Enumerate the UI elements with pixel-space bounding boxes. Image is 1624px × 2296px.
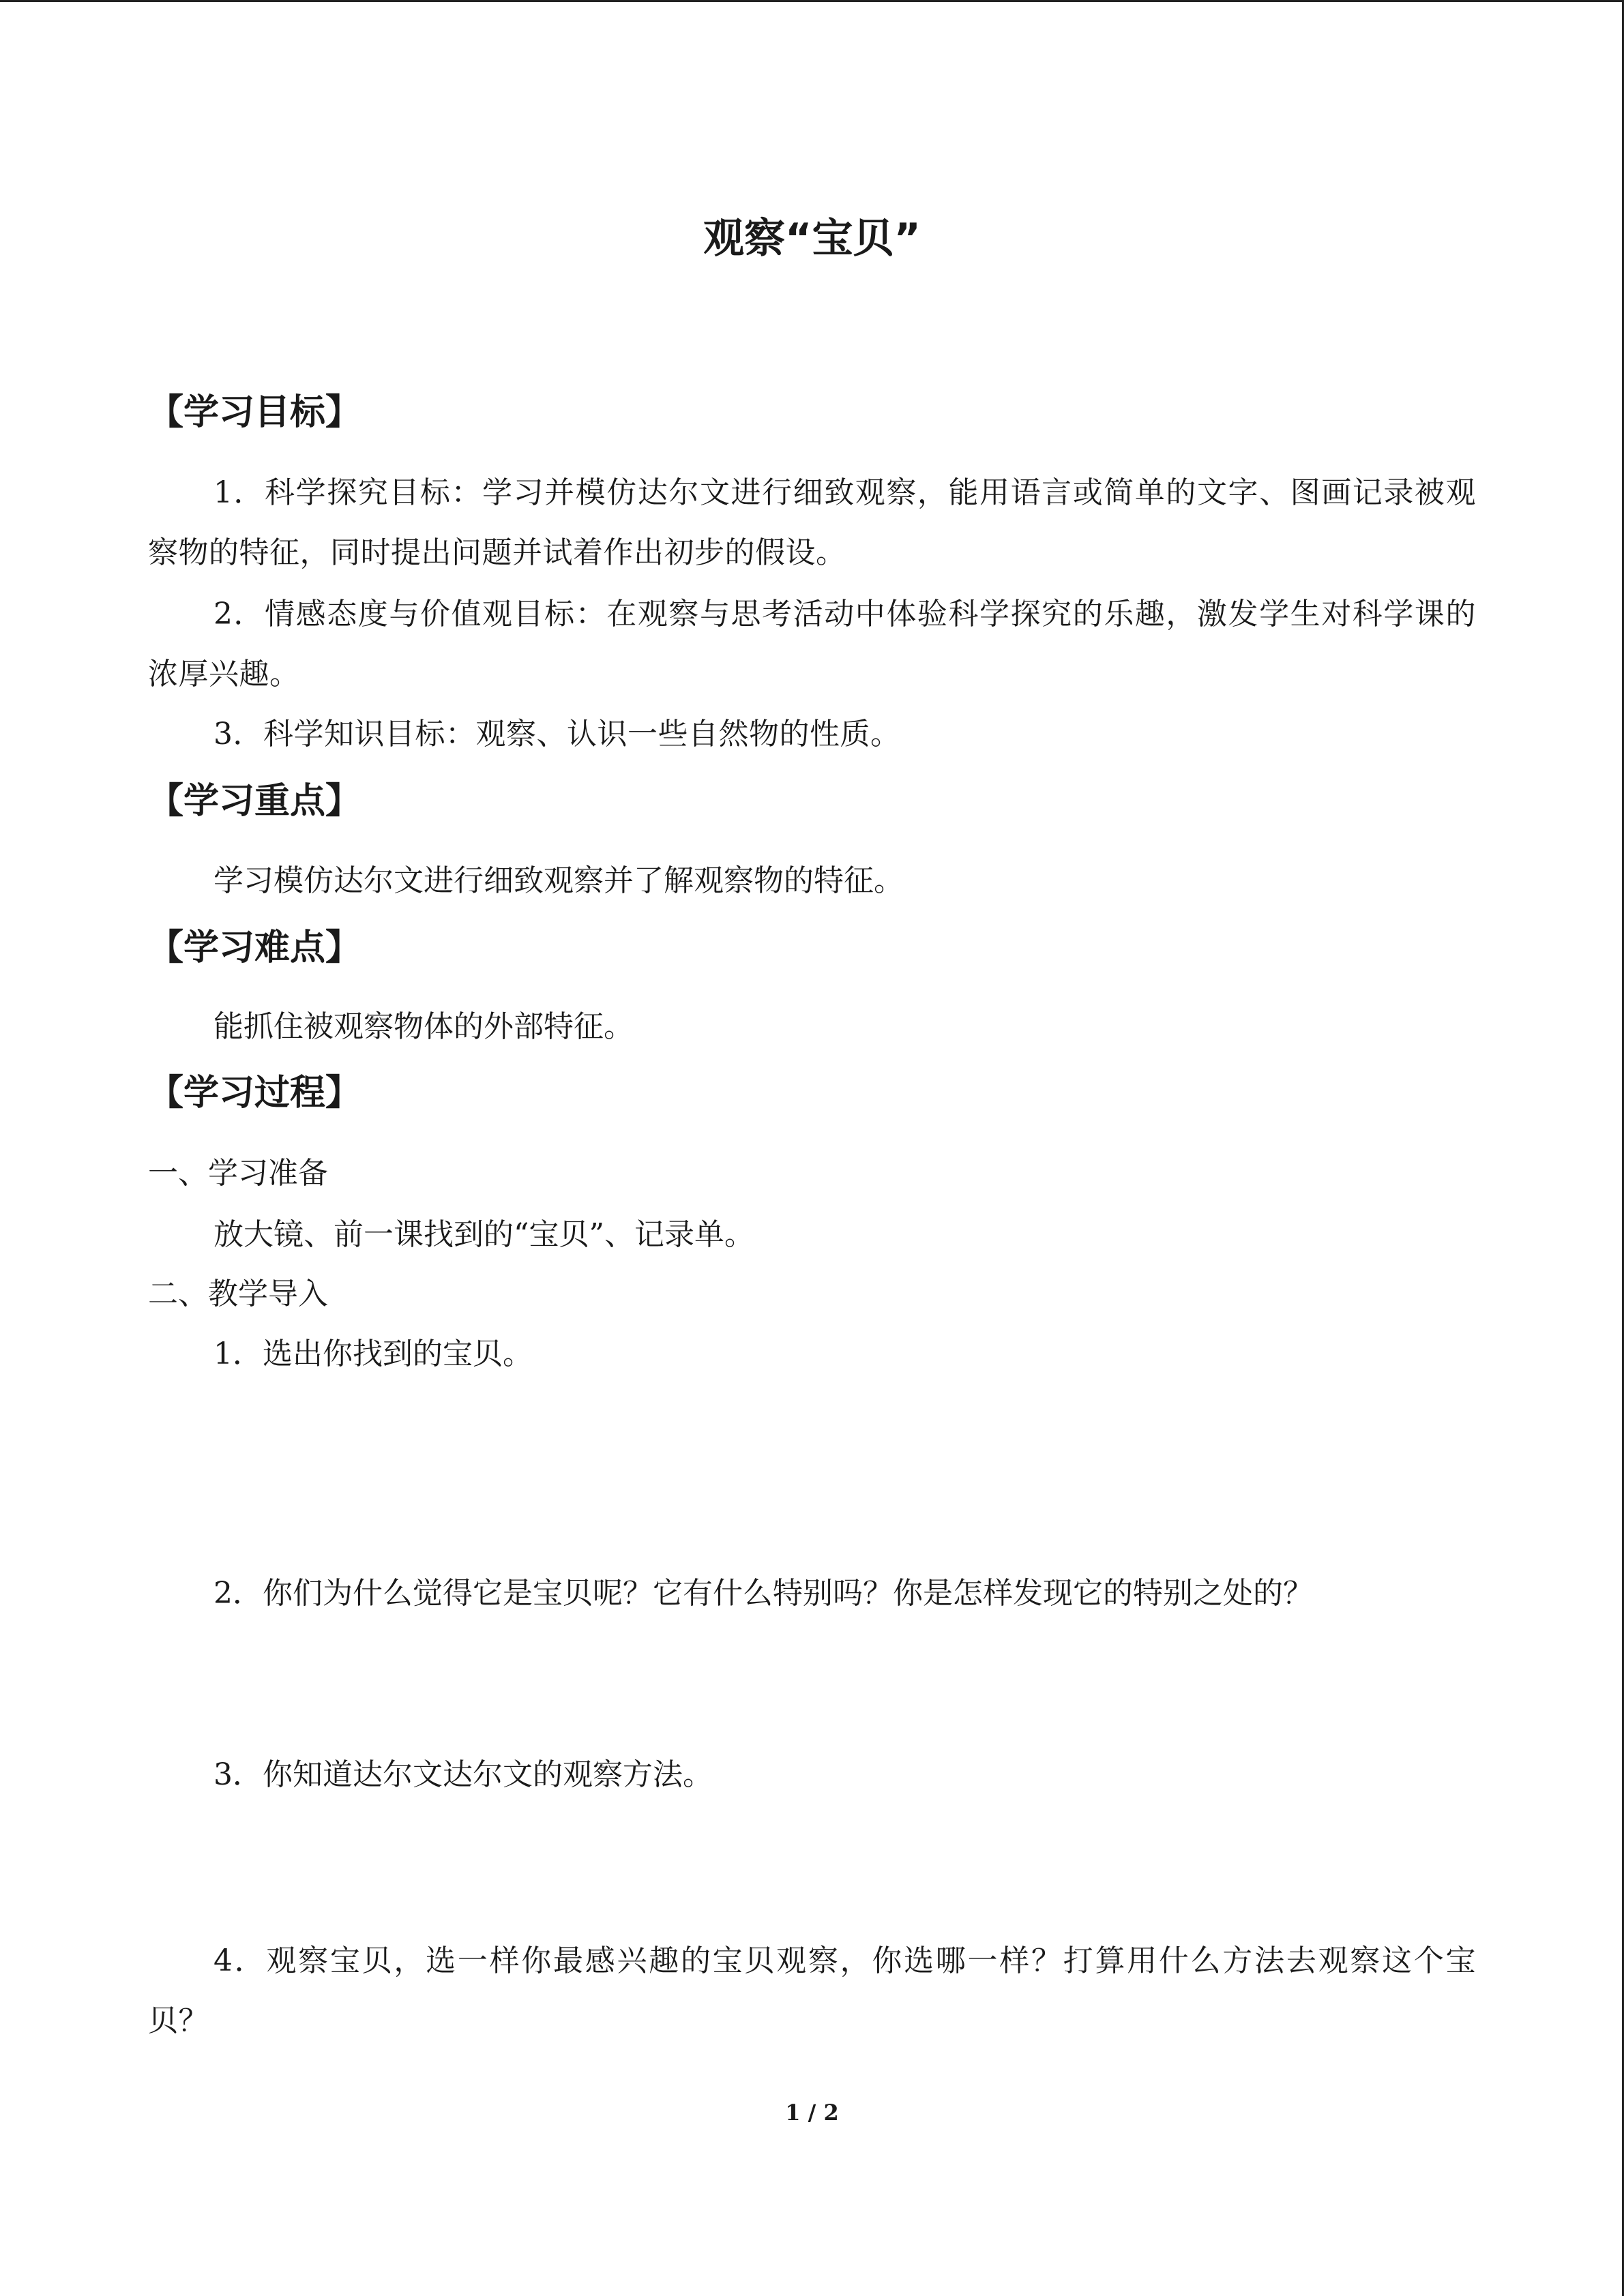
step-1: 1．选出你找到的宝贝。 (213, 1337, 533, 1371)
step-3: 3．你知道达尔文达尔文的观察方法。 (213, 1757, 713, 1792)
part-2-title: 二、教学导入 (148, 1277, 328, 1311)
goal-item-3: 3．科学知识目标：观察、认识一些自然物的性质。 (213, 717, 901, 751)
page-border-top (0, 0, 1624, 2)
goal-item-2: 2．情感态度与价值观目标：在观察与思考活动中体验科学探究的乐趣，激发学生对科学课的浓厚兴趣。 (148, 597, 1476, 691)
goal-item-1: 1．科学探究目标：学习并模仿达尔文进行细致观察，能用语言或简单的文字、图画记录被观察物的特征，同时提出问题并试着作出初步的假设。 (148, 475, 1476, 570)
step-2: 2．你们为什么觉得它是宝贝呢？它有什么特别吗？你是怎样发现它的特别之处的？ (213, 1576, 1313, 1611)
heading-learning-focus: 【学习重点】 (148, 781, 361, 822)
document-title: 观察“宝贝” (703, 215, 921, 263)
part-1-text: 放大镜、前一课找到的“宝贝”、记录单。 (213, 1217, 754, 1252)
part-1-title: 一、学习准备 (148, 1156, 328, 1191)
heading-learning-goals: 【学习目标】 (148, 392, 361, 433)
focus-text: 学习模仿达尔文进行细致观察并了解观察物的特征。 (213, 863, 904, 898)
heading-learning-process: 【学习过程】 (148, 1073, 361, 1114)
heading-learning-difficulty: 【学习难点】 (148, 927, 361, 968)
difficulty-text: 能抓住被观察物体的外部特征。 (213, 1009, 634, 1044)
step-4: 4．观察宝贝，选一样你最感兴趣的宝贝观察，你选哪一样？打算用什么方法去观察这个宝贝？ (148, 1943, 1476, 2038)
page-number: 1 / 2 (785, 2100, 839, 2126)
